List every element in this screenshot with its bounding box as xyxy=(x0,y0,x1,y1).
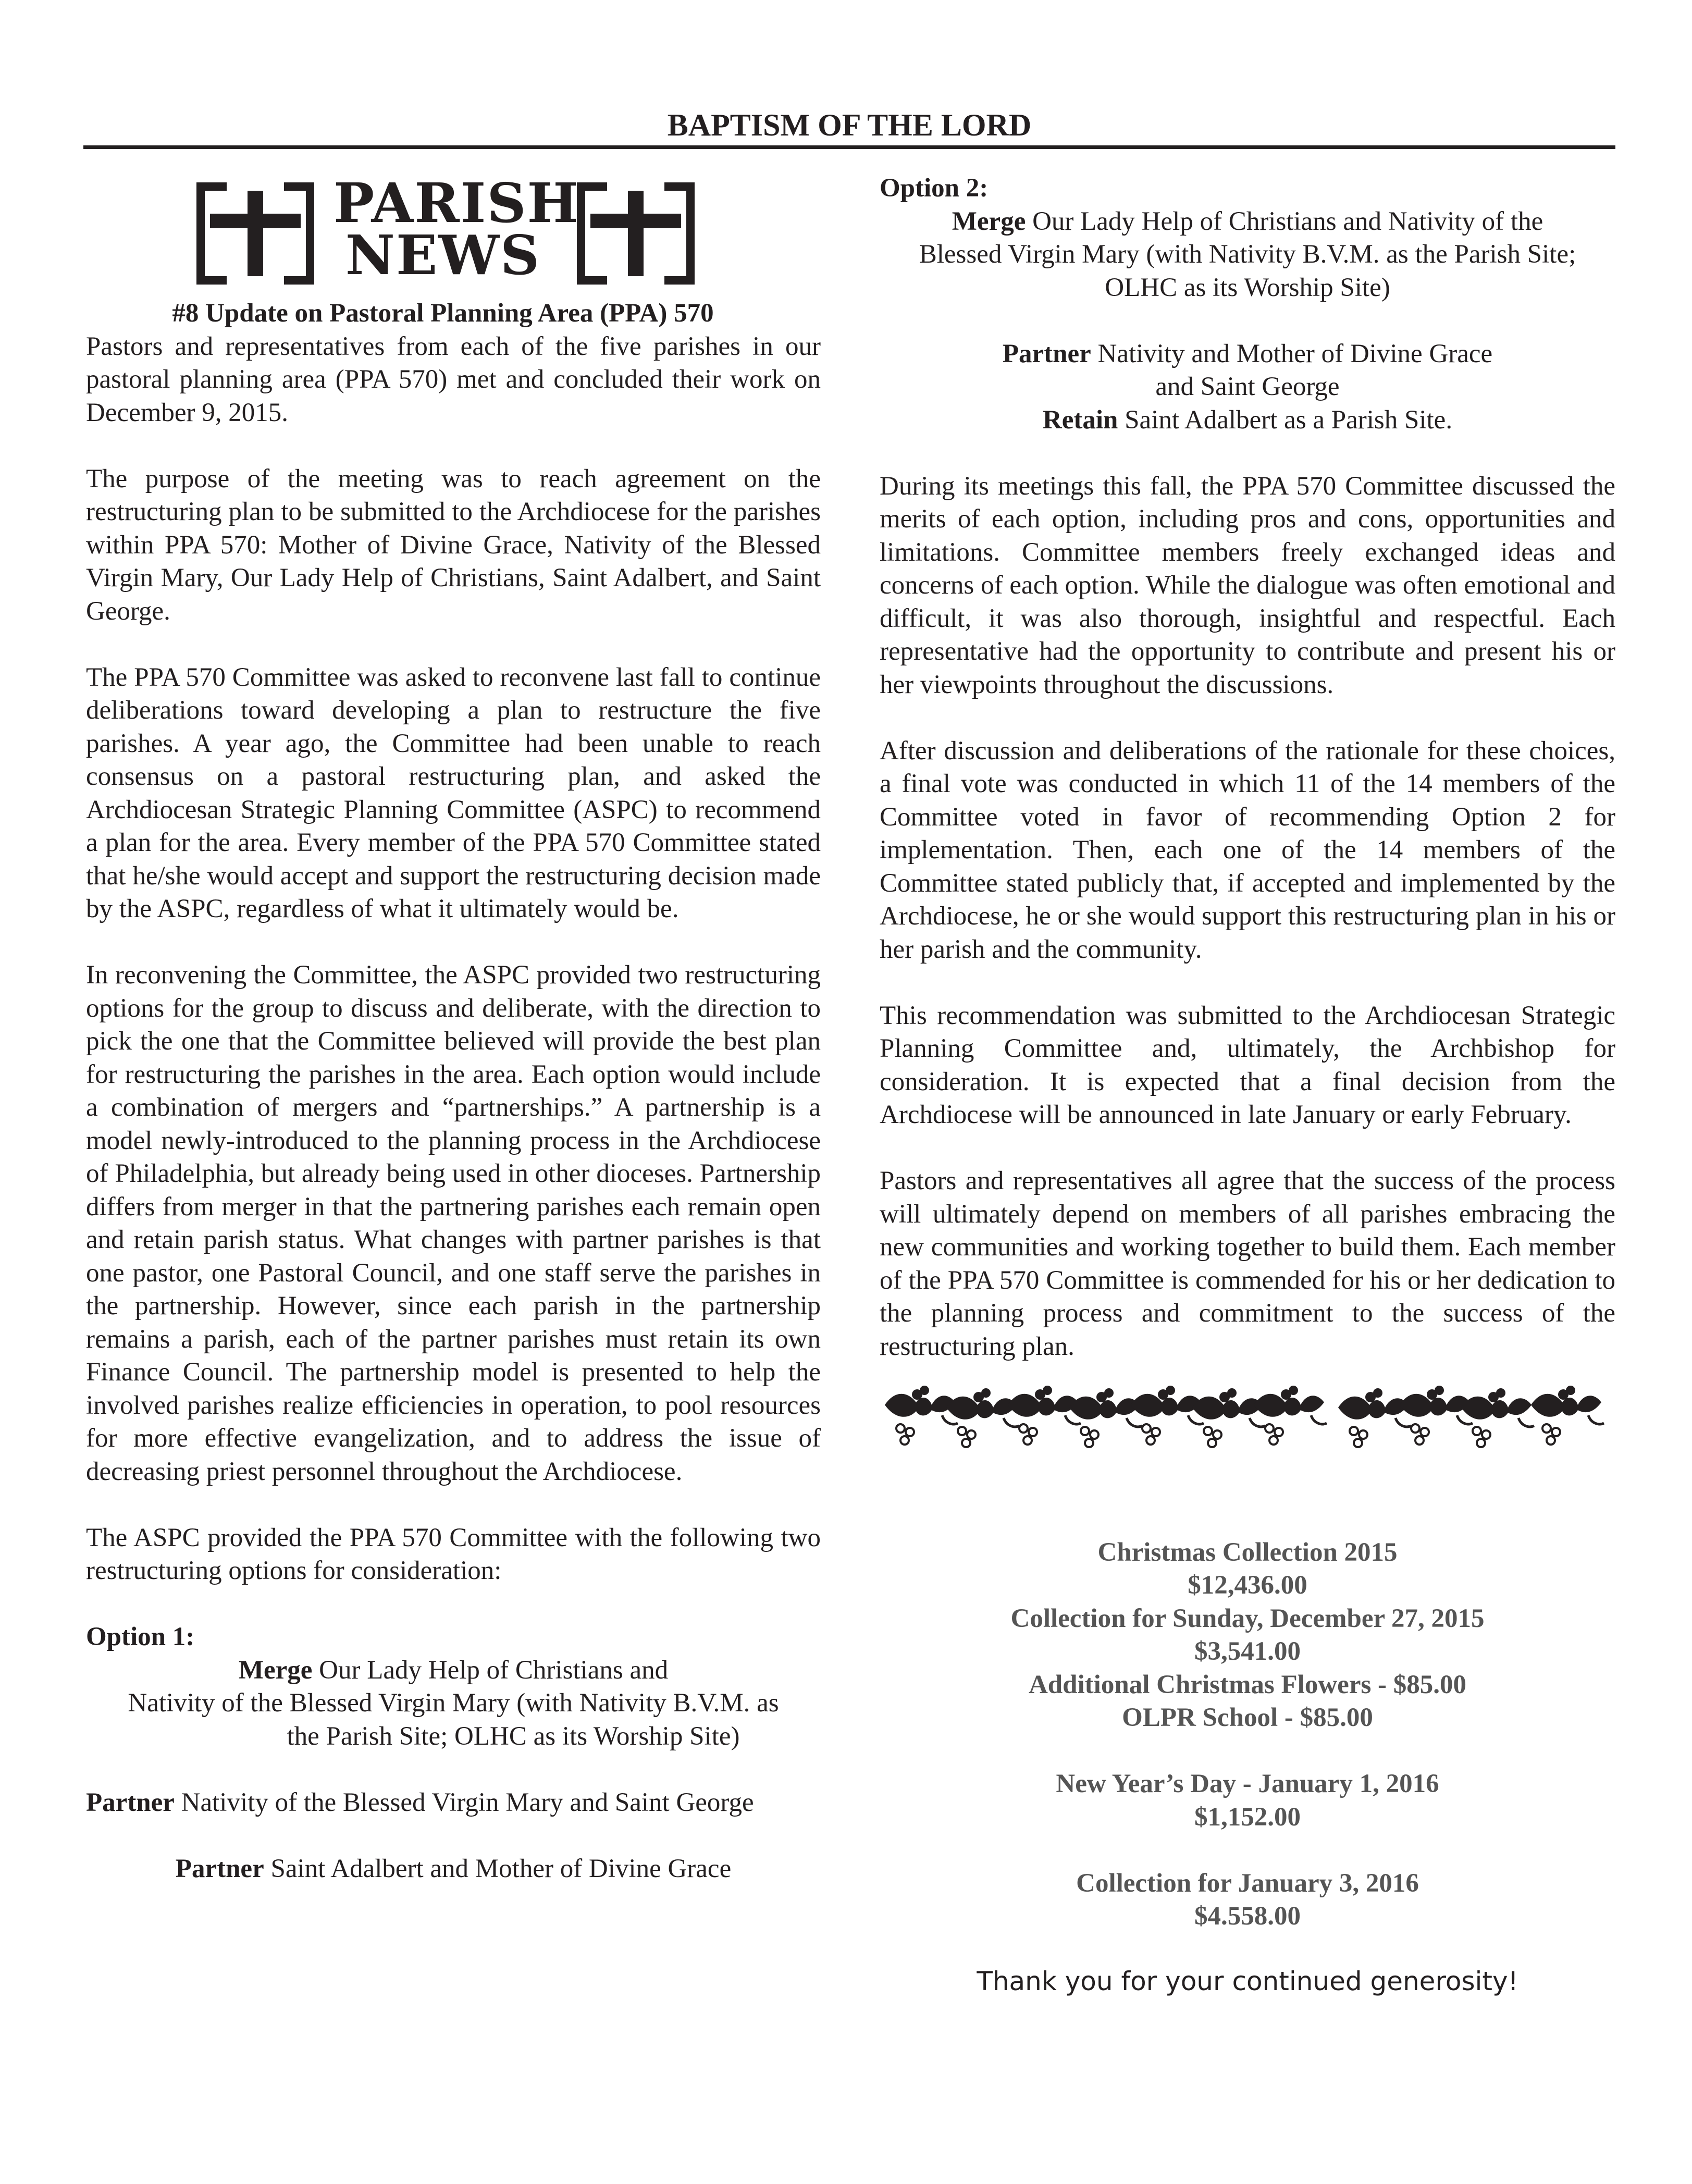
holly-border xyxy=(880,1374,1615,1457)
collection-line: Collection for Sunday, December 27, 2015 xyxy=(1010,1603,1485,1633)
retain-text: Saint Adalbert as a Parish Site. xyxy=(1118,405,1453,435)
cross-icon xyxy=(576,181,696,286)
option-2-label: Option 2: xyxy=(880,174,989,203)
option-1-partner-2 xyxy=(86,1853,821,1886)
collection-amount: $3,541.00 xyxy=(1194,1637,1301,1666)
right-column xyxy=(880,172,1615,1998)
merge-text: Blessed Virgin Mary (with Nativity B.V.M. as the Parish Site; xyxy=(919,240,1576,269)
option-2-merge xyxy=(880,205,1615,305)
retain-keyword: Retain xyxy=(1042,405,1118,435)
collection-line: Additional Christmas Flowers - $85.00 xyxy=(1028,1670,1467,1699)
page-title: BAPTISM OF THE LORD xyxy=(667,108,1032,142)
article-paragraph: The ASPC provided the PPA 570 Committee with the following two restructuring options for consideration: xyxy=(86,1523,821,1585)
article-paragraph: Pastors and representatives all agree that the success of the process will ultimately depend on members of all parishes embracing the new communities and working together to build them. Each member of the PPA 570 Committee is commended for his or her dedication to the planning process and commitment to the success of the restructuring plan. xyxy=(880,1166,1615,1361)
logo-text xyxy=(334,171,579,287)
merge-text: Our Lady Help of Christians and Nativity of the xyxy=(1026,206,1543,236)
header-divider xyxy=(83,145,1615,149)
partner-text: Nativity of the Blessed Virgin Mary and Saint George xyxy=(174,1787,754,1817)
collection-amount: $4.558.00 xyxy=(1194,1902,1301,1931)
logo-line-parish: PARISH xyxy=(334,171,579,235)
merge-keyword: Merge xyxy=(238,1655,313,1685)
partner-text: and Saint George xyxy=(1155,372,1340,401)
collection-line: OLPR School - $85.00 xyxy=(1122,1703,1373,1732)
collection-amount: $12,436.00 xyxy=(1188,1571,1307,1600)
article-paragraph: Pastors and representatives from each of the five parishes in our pastoral planning area (PPA 570) met and concluded their work on December 9, 2015. xyxy=(86,331,821,427)
holly-icon xyxy=(885,1386,1604,1447)
collection-line: Collection for January 3, 2016 xyxy=(1076,1868,1419,1898)
partner-text: Saint Adalbert and Mother of Divine Grace xyxy=(264,1854,732,1883)
article-paragraph: The PPA 570 Committee was asked to reconvene last fall to continue deliberations toward developing a plan to restructure the five parishes. A year ago, the Committee had been unable to reach consensus on a pastoral restructuring plan, and asked the Archdiocesan Strategic Planning Committee (ASPC) to recommend a plan for the area. Every member of the PPA 570 Committee stated that he/she would accept and support the restructuring decision made by the ASPC, regardless of what it ultimately would be. xyxy=(86,662,821,923)
parish-news-logo xyxy=(195,171,696,297)
merge-text: Nativity of the Blessed Virgin Mary (with Nativity B.V.M. as xyxy=(128,1688,779,1718)
left-column xyxy=(86,172,821,1885)
merge-text: the Parish Site; OLHC as its Worship Site) xyxy=(287,1721,740,1751)
collection-amount: $1,152.00 xyxy=(1194,1802,1301,1832)
merge-text: Our Lady Help of Christians and xyxy=(312,1655,669,1685)
partner-text: Nativity and Mother of Divine Grace xyxy=(1091,339,1493,368)
thank-you-note: Thank you for your continued generosity! xyxy=(977,1966,1518,1996)
option-1-merge xyxy=(86,1654,821,1754)
article-paragraph: This recommendation was submitted to the Archdiocesan Strategic Planning Committee and, ultimately, the Archbishop for consideration. It is expected that a final decision from the Archdiocese will be announced in late January or early February. xyxy=(880,1001,1615,1129)
option-2-partner xyxy=(880,338,1615,437)
partner-keyword: Partner xyxy=(86,1787,175,1817)
article-title: #8 Update on Pastoral Planning Area (PPA) 570 xyxy=(172,299,714,328)
article-paragraph: In reconvening the Committee, the ASPC provided two restructuring options for the group to discuss and deliberate, with the direction to pick the one that the Committee believed will provide the best plan for restructuring the parishes in the area. Each option would include a combination of mergers and “partnerships.” A partnership is a model newly-introduced to the planning process in the Archdiocese of Philadelphia, but already being used in other dioceses. Partnership differs from merger in that the partnering parishes each remain open and retain parish status. What changes with partner parishes is that one pastor, one Pastoral Council, and one staff serve the parishes in the partnership. However, since each parish in the partnership remains a parish, each of the partner parishes must retain its own Finance Council. The partnership model is presented to help the involved parishes realize efficiencies in operation, to pool resources for more effective evangelization, and to address the issue of decreasing priest personnel throughout the Archdiocese. xyxy=(86,960,821,1486)
collections-report xyxy=(880,1536,1615,1933)
article-paragraph: The purpose of the meeting was to reach agreement on the restructuring plan to be submitted to the Archdiocese for the parishes within PPA 570: Mother of Divine Grace, Nativity of the Blessed Virgin Mary, Our Lady Help of Christians, Saint Adalbert, and Saint George. xyxy=(86,464,821,626)
partner-keyword: Partner xyxy=(1002,339,1091,368)
collection-line: Christmas Collection 2015 xyxy=(1097,1537,1398,1567)
collection-line: New Year’s Day - January 1, 2016 xyxy=(1056,1769,1439,1798)
option-1-label: Option 1: xyxy=(86,1622,195,1651)
article-paragraph: During its meetings this fall, the PPA 570 Committee discussed the merits of each option, including pros and cons, opportunities and limitations. Committee members freely exchanged ideas and concerns of each option. While the dialogue was often emotional and difficult, it was also thorough, insightful and respectful. Each representative had the opportunity to contribute and present his or her viewpoints throughout the discussions. xyxy=(880,471,1615,699)
option-1-partner-1 xyxy=(86,1786,821,1820)
partner-keyword: Partner xyxy=(175,1854,264,1883)
article-paragraph: After discussion and deliberations of the rationale for these choices, a final vote was conducted in which 11 of the 14 members of the Committee voted in favor of recommending Option 2 for implementation. Then, each one of the 14 members of the Committee stated publicly that, if accepted and implemented by the Archdiocese, he or she would support this restructuring plan in his or her parish and the community. xyxy=(880,736,1615,964)
cross-icon xyxy=(195,181,315,286)
logo-line-news: NEWS xyxy=(345,223,541,287)
merge-keyword: Merge xyxy=(952,206,1026,236)
merge-text: OLHC as its Worship Site) xyxy=(1105,273,1390,302)
